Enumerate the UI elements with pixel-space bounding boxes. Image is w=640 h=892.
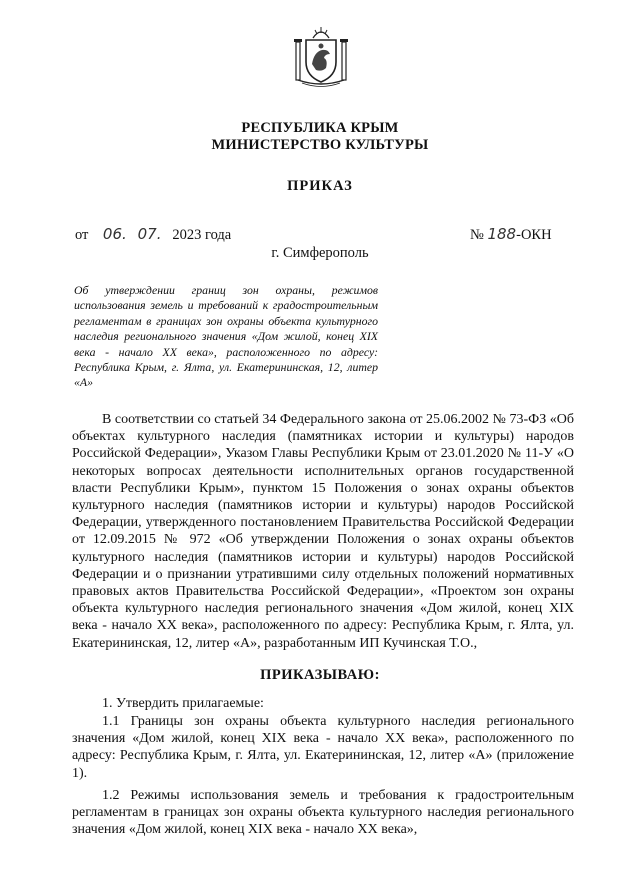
document-type: ПРИКАЗ: [287, 178, 353, 194]
item-1: 1. Утвердить прилагаемые:: [102, 696, 264, 711]
document-number: [470, 225, 552, 244]
document-city: г. Симферополь: [271, 245, 369, 261]
document-date: [75, 225, 231, 244]
date-year: 2023 года: [172, 227, 232, 243]
coat-of-arms-icon: [292, 24, 350, 88]
org-name-region: РЕСПУБЛИКА КРЫМ: [241, 120, 399, 136]
item-1-2: 1.2 Режимы использования земель и требования к градостроительным регламентам в границах зон охраны объекта культурного наследия регионального значения «Дом жилой, конец XIX века - начало XX века»,: [72, 788, 574, 838]
date-prefix: от: [75, 227, 89, 243]
document-subject: Об утверждении границ зон охраны, режимов использования земель и требований к градостроительным регламентам в границах зон охраны объекта культурного наследия регионального значения «Дом жилой, конец XIX века - начало XX века», расположенного по адресу: Республика Крым, г. Ялта, ул. Екатерининская, 12, литер «А»: [74, 283, 378, 390]
date-month-handwritten: 07.: [137, 225, 162, 243]
number-handwritten: 188: [487, 225, 517, 243]
number-prefix: №: [470, 227, 484, 243]
item-1-1: 1.1 Границы зон охраны объекта культурного наследия регионального значения «Дом жилой, конец XIX века - начало XX века», расположенного по адресу: Республика Крым, г. Ялта, ул. Екатерининская, 12, литер «А» (приложение 1).: [72, 714, 574, 781]
number-suffix: -ОКН: [516, 227, 552, 243]
preamble-paragraph: В соответствии со статьей 34 Федерального закона от 25.06.2002 № 73-ФЗ «Об объектах культурного наследия (памятниках истории и культуры) народов Российской Федерации», Указом Главы Республики Крым от 23.01.2020 № 11-У «О некоторых вопросах деятельности исполнительных органов государственной власти Республики Крым», пунктом 15 Положения о зонах охраны объектов культурного наследия (памятников истории и культуры) народов Российской Федерации, утвержденного постановлением Правительства Российской Федерации от 12.09.2015 № 972 «Об утверждении Положения о зонах охраны объектов культурного наследия (памятников истории и культуры) народов Российской Федерации и о признании утратившими силу отдельных положений нормативных правовых актов Правительства Российской Федерации», «Проектом зон охраны объекта культурного наследия регионального значения «Дом жилой, конец XIX века - начало XX века», расположенного по адресу: Республика Крым, г. Ялта, ул. Екатерининская, 12, литер «А», разработанным ИП Кучинская Т.О.,: [72, 412, 574, 651]
order-heading: ПРИКАЗЫВАЮ:: [260, 667, 380, 683]
date-day-handwritten: 06.: [102, 225, 127, 243]
org-name-ministry: МИНИСТЕРСТВО КУЛЬТУРЫ: [211, 137, 429, 153]
